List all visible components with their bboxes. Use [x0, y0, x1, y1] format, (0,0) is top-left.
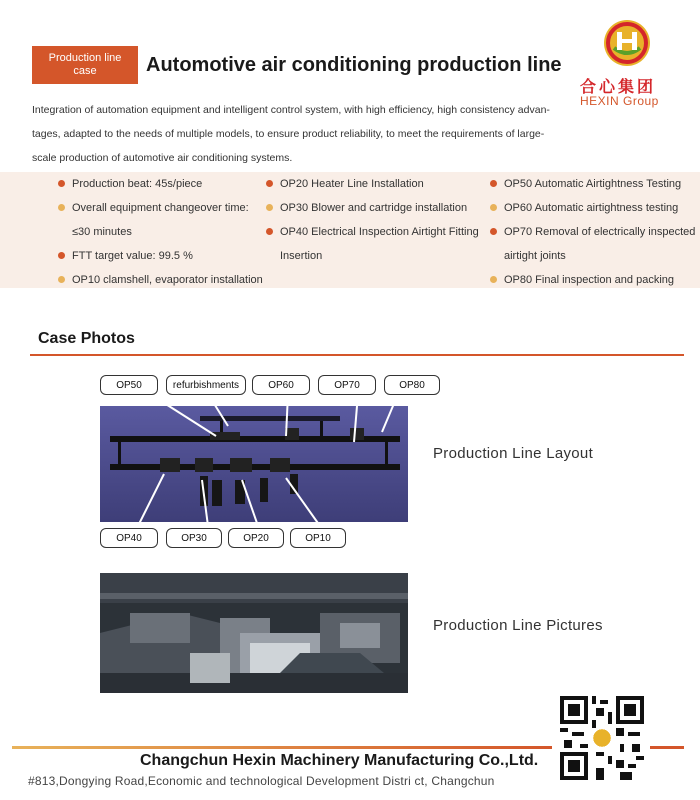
feature-item: OP50 Automatic Airtightness Testing — [490, 172, 700, 196]
feature-item: OP10 clamshell, evaporator installation — [58, 268, 268, 292]
page-title: Automotive air conditioning production line — [146, 54, 562, 76]
feature-item: Overall equipment changeover time: ≤30 minutes — [58, 196, 268, 244]
layout-label-op70: OP70 — [318, 375, 376, 395]
feature-item: OP70 Removal of electrically inspected airtight joints — [490, 220, 700, 268]
bullet-icon — [490, 180, 497, 187]
layout-label-op80: OP80 — [384, 375, 440, 395]
layout-label-refurbishments: refurbishments — [166, 375, 246, 395]
features-column-3 — [490, 172, 700, 292]
production-line-photo — [100, 573, 408, 693]
bullet-icon — [490, 204, 497, 211]
qr-code — [560, 696, 644, 780]
footer-divider — [12, 746, 552, 749]
feature-item: OP30 Blower and cartridge installation — [266, 196, 490, 220]
bullet-icon — [58, 204, 65, 211]
section-divider — [30, 354, 684, 356]
callout-lines — [98, 374, 444, 554]
feature-item: OP40 Electrical Inspection Airtight Fitting Insertion — [266, 220, 490, 268]
bullet-icon — [266, 204, 273, 211]
bullet-icon — [266, 228, 273, 235]
bullet-icon — [58, 276, 65, 283]
bullet-icon — [58, 180, 65, 187]
case-badge — [32, 46, 138, 84]
hexin-logo-icon — [602, 18, 652, 68]
features-column-2 — [266, 172, 490, 268]
bullet-icon — [266, 180, 273, 187]
layout-label-op20: OP20 — [228, 528, 284, 548]
feature-item: Production beat: 45s/piece — [58, 172, 268, 196]
features-column-1 — [58, 172, 268, 292]
layout-label-op50: OP50 — [100, 375, 158, 395]
case-badge-label: Production line case — [48, 52, 122, 77]
footer-divider-right — [650, 746, 684, 749]
feature-item: OP20 Heater Line Installation — [266, 172, 490, 196]
section-title: Case Photos — [38, 330, 135, 347]
qr-code-icon — [560, 696, 644, 780]
company-address: #813,Dongying Road,Economic and technological Development Distri ct, Changchun — [28, 774, 495, 788]
layout-label-op40: OP40 — [100, 528, 158, 548]
production-line-layout-figure — [98, 374, 444, 554]
feature-item: OP60 Automatic airtightness testing — [490, 196, 700, 220]
bullet-icon — [490, 276, 497, 283]
features-panel — [0, 172, 700, 288]
layout-caption: Production Line Layout — [433, 445, 594, 462]
intro-paragraph: Integration of automation equipment and intelligent control system, with high efficiency, high consistency advan-tages, adapted to the needs of multiple models, to ensure product reliability, to meet the requirements of large-scale production of automotive air conditioning systems. — [32, 104, 550, 164]
pictures-caption: Production Line Pictures — [433, 617, 603, 634]
logo-english-name: HEXIN Group — [580, 94, 659, 108]
factory-photo-image — [100, 573, 408, 693]
logo-chinese-name: 合心集团 — [580, 79, 657, 96]
layout-label-op10: OP10 — [290, 528, 346, 548]
bullet-icon — [490, 228, 497, 235]
feature-item: FTT target value: 99.5 % — [58, 244, 268, 268]
layout-label-op30: OP30 — [166, 528, 222, 548]
feature-item: OP80 Final inspection and packing — [490, 268, 700, 292]
bullet-icon — [58, 252, 65, 259]
company-name: Changchun Hexin Machinery Manufacturing Co.,Ltd. — [140, 752, 539, 769]
company-logo — [580, 18, 690, 110]
layout-label-op60: OP60 — [252, 375, 310, 395]
